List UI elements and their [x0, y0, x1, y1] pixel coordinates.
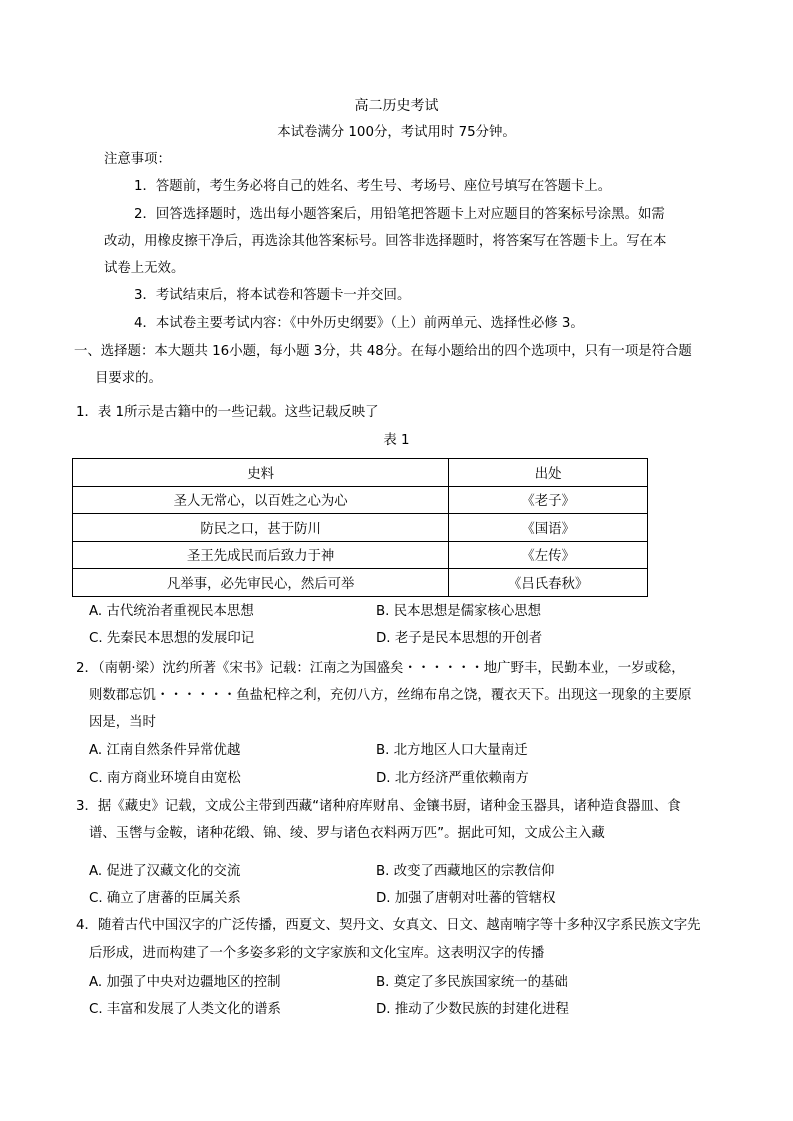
q3-option-d: D. 加强了唐朝对吐蕃的管辖权 [376, 891, 556, 906]
q2-stem-line-3: 因是，当时 [89, 715, 156, 730]
q1-option-a: A. 古代统治者重视民本思想 [89, 604, 254, 619]
table-header-cell: 史料 [73, 459, 449, 487]
q2-option-d: D. 北方经济严重依赖南方 [376, 771, 529, 786]
table-cell: 《老子》 [449, 486, 648, 514]
q1-option-d: D. 老子是民本思想的开创者 [376, 631, 543, 646]
table-header-cell: 出处 [449, 459, 648, 487]
q2-option-a: A. 江南自然条件异常优越 [89, 743, 241, 758]
table-cell: 《吕氏春秋》 [449, 569, 648, 597]
notes-heading: 注意事项： [104, 152, 171, 167]
q3-option-b: B. 改变了西藏地区的宗教信仰 [376, 864, 555, 879]
q1-stem: 1．表 1所示是古籍中的一些记载。这些记载反映了 [76, 405, 379, 420]
q2-stem-line-2: 则数郡忘饥・・・・・・鱼盐杞梓之利，充仞八方，丝绵布帛之饶，覆衣天下。出现这一现象的主要原 [89, 688, 692, 703]
table-cell: 《国语》 [449, 514, 648, 542]
q3-stem-line-1: 3．据《藏史》记载，文成公主带到西藏“诸种府库财帛、金镶书厨，诸种金玉器具，诸种造食器皿、食 [76, 799, 681, 814]
q1-option-b: B. 民本思想是儒家核心思想 [376, 604, 541, 619]
note-item-2-line-1: 2．回答选择题时，选出每小题答案后，用铅笔把答题卡上对应题目的答案标号涂黑。如需 [134, 207, 665, 222]
q4-option-b: B. 奠定了多民族国家统一的基础 [376, 975, 568, 990]
q3-option-c: C. 确立了唐蕃的臣属关系 [89, 891, 241, 906]
history-source-table [72, 458, 648, 597]
table-row [73, 569, 648, 597]
q4-option-d: D. 推动了少数民族的封建化进程 [376, 1002, 569, 1017]
note-item-3: 3．考试结束后，将本试卷和答题卡一并交回。 [134, 288, 411, 303]
table-header-row [73, 459, 648, 487]
table-row [73, 541, 648, 569]
q4-stem-line-2: 后形成，进而构建了一个多姿多彩的文字家族和文化宝库。这表明汉字的传播 [89, 946, 545, 961]
q4-option-c: C. 丰富和发展了人类文化的谱系 [89, 1002, 281, 1017]
q2-option-c: C. 南方商业环境自由宽松 [89, 771, 241, 786]
table-row [73, 514, 648, 542]
table-cell: 防民之口，甚于防川 [73, 514, 449, 542]
q3-stem-line-2: 谱、玉辔与金鞍，诸种花缎、锦、绫、罗与诸色衣料两万匹”。据此可知，文成公主入藏 [89, 826, 605, 841]
table-caption: 表 1 [383, 433, 410, 448]
table-cell: 《左传》 [449, 541, 648, 569]
section-heading-line-2: 目要求的。 [95, 371, 162, 386]
q3-option-a: A. 促进了汉藏文化的交流 [89, 864, 241, 879]
table-cell: 凡举事，必先审民心，然后可举 [73, 569, 449, 597]
note-item-1: 1．答题前，考生务必将自己的姓名、考生号、考场号、座位号填写在答题卡上。 [134, 179, 612, 194]
q2-stem-line-1: 2．（南朝·梁）沈约所著《宋书》记载：江南之为国盛矣・・・・・・地广野丰，民勤本业，一岁或稔， [76, 661, 685, 676]
q2-option-b: B. 北方地区人口大量南迁 [376, 743, 528, 758]
page-subtitle: 本试卷满分 100分，考试用时 75分钟。 [277, 125, 516, 140]
q1-option-c: C. 先秦民本思想的发展印记 [89, 631, 255, 646]
section-heading-line-1: 一、选择题：本大题共 16小题，每小题 3分，共 48分。在每小题给出的四个选项中，只有一项是符合题 [74, 344, 692, 359]
note-item-2-line-2: 改动，用橡皮擦干净后，再选涂其他答案标号。回答非选择题时，将答案写在答题卡上。写在本 [104, 234, 667, 249]
page-title: 高二历史考试 [354, 98, 439, 114]
table-row [73, 486, 648, 514]
q4-stem-line-1: 4．随着古代中国汉字的广泛传播，西夏文、契丹文、女真文、日文、越南喃字等十多种汉字系民族文字先 [76, 918, 701, 933]
table-cell: 圣王先成民而后致力于神 [73, 541, 449, 569]
table-cell: 圣人无常心，以百姓之心为心 [73, 486, 449, 514]
note-item-2-line-3: 试卷上无效。 [104, 261, 185, 276]
q4-option-a: A. 加强了中央对边疆地区的控制 [89, 975, 281, 990]
note-item-4: 4．本试卷主要考试内容：《中外历史纲要》（上）前两单元、选择性必修 3。 [134, 316, 584, 331]
